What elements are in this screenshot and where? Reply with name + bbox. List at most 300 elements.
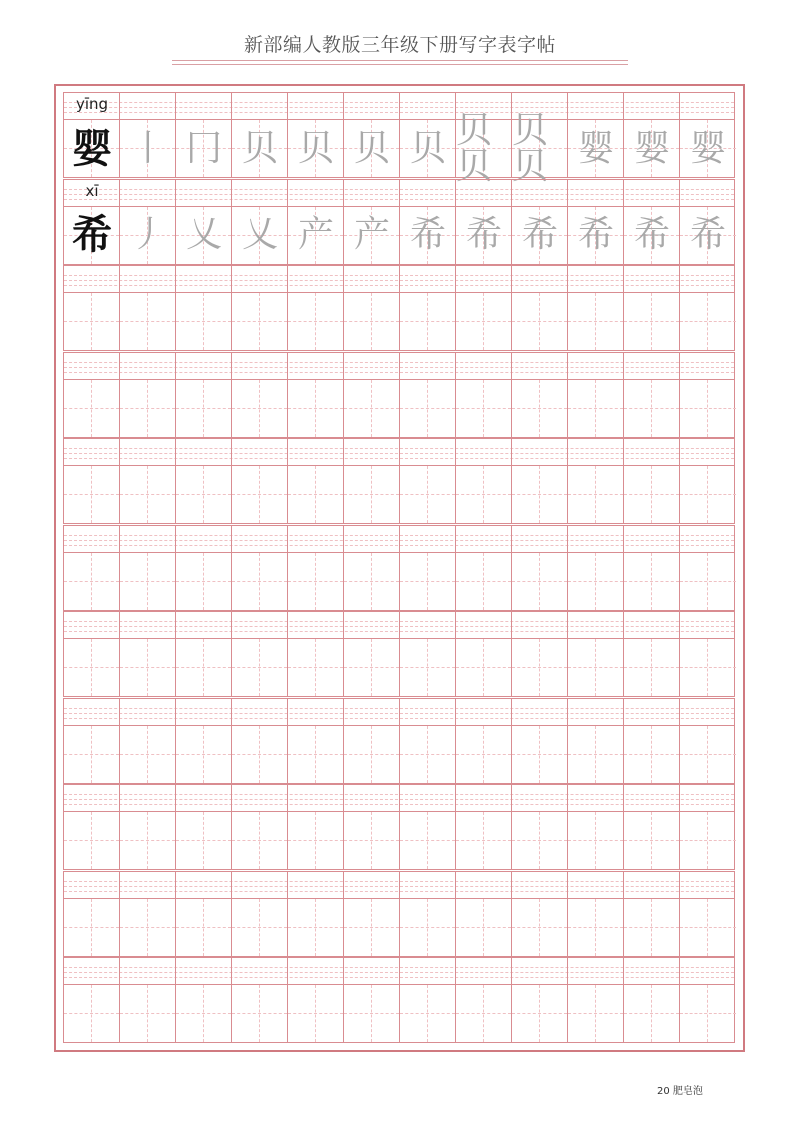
- pinyin-cell: [568, 872, 624, 900]
- cell-guide-horizontal: [344, 840, 399, 841]
- tian-zi-ge-cell[interactable]: [64, 120, 120, 177]
- tian-zi-ge-cell[interactable]: [288, 120, 344, 177]
- cell-guide-horizontal: [176, 927, 231, 928]
- pinyin-cell: [120, 353, 176, 381]
- tian-zi-ge-cell[interactable]: [176, 985, 232, 1042]
- tian-zi-ge-cell[interactable]: [176, 293, 232, 350]
- stroke-order-step: 希: [577, 214, 614, 255]
- tian-zi-ge-cell[interactable]: [680, 207, 736, 264]
- pinyin-cell: [232, 612, 288, 640]
- cell-guide-horizontal: [624, 494, 679, 495]
- tian-zi-ge-cell[interactable]: [400, 812, 456, 869]
- tian-zi-ge-cell[interactable]: [400, 553, 456, 610]
- cell-guide-horizontal: [344, 408, 399, 409]
- pinyin-cell: [64, 612, 120, 640]
- pinyin-cell: [624, 612, 680, 640]
- tian-zi-ge-cell[interactable]: [232, 639, 288, 696]
- pinyin-cell: [120, 785, 176, 813]
- cell-guide-horizontal: [232, 581, 287, 582]
- pinyin-cell: [120, 699, 176, 727]
- tian-zi-ge-cell[interactable]: [400, 466, 456, 523]
- tian-zi-ge-cell[interactable]: [680, 120, 736, 177]
- tian-zi-ge-cell[interactable]: [288, 639, 344, 696]
- tian-zi-ge-cell[interactable]: [288, 466, 344, 523]
- pinyin-cell: [400, 699, 456, 727]
- cell-guide-horizontal: [624, 927, 679, 928]
- cell-guide-horizontal: [624, 1013, 679, 1014]
- cell-guide-horizontal: [400, 840, 455, 841]
- tian-zi-ge-cell[interactable]: [64, 553, 120, 610]
- tian-zi-ge-cell[interactable]: [400, 639, 456, 696]
- tian-zi-ge-cell[interactable]: [288, 207, 344, 264]
- cell-guide-horizontal: [288, 1013, 343, 1014]
- tian-zi-ge-cell[interactable]: [288, 812, 344, 869]
- tian-zi-ge-cell[interactable]: [456, 466, 512, 523]
- stroke-order-step: 乂: [241, 214, 278, 255]
- tian-zi-ge-cell[interactable]: [456, 726, 512, 783]
- stroke-order-step: 希: [633, 214, 670, 255]
- pinyin-cell: [344, 958, 400, 986]
- tian-zi-ge-cell[interactable]: [568, 985, 624, 1042]
- tian-zi-ge-cell[interactable]: [64, 293, 120, 350]
- pinyin-cell: [176, 958, 232, 986]
- tian-zi-ge-cell[interactable]: [120, 466, 176, 523]
- tian-zi-ge-cell[interactable]: [456, 553, 512, 610]
- cell-guide-horizontal: [568, 927, 623, 928]
- tian-zi-ge-cell[interactable]: [400, 120, 456, 177]
- tian-zi-ge-cell[interactable]: [624, 812, 680, 869]
- tian-zi-ge-cell[interactable]: [512, 985, 568, 1042]
- tian-zi-ge-cell[interactable]: [680, 812, 736, 869]
- pinyin-cell: [624, 958, 680, 986]
- practice-row: [63, 179, 735, 266]
- practice-row: [63, 352, 735, 439]
- tian-zi-ge-cell[interactable]: [680, 293, 736, 350]
- tian-zi-ge-cell[interactable]: [624, 207, 680, 264]
- tian-zi-ge-cell[interactable]: [456, 380, 512, 437]
- character-band: [63, 812, 735, 870]
- tian-zi-ge-cell[interactable]: [456, 639, 512, 696]
- tian-zi-ge-cell[interactable]: [624, 899, 680, 956]
- pinyin-cell: [64, 526, 120, 554]
- tian-zi-ge-cell[interactable]: [232, 293, 288, 350]
- pinyin-cell: [456, 353, 512, 381]
- pinyin-cell: [512, 353, 568, 381]
- tian-zi-ge-cell[interactable]: [232, 553, 288, 610]
- tian-zi-ge-cell[interactable]: [344, 985, 400, 1042]
- tian-zi-ge-cell[interactable]: [344, 466, 400, 523]
- pinyin-cell: [344, 526, 400, 554]
- cell-guide-horizontal: [512, 581, 567, 582]
- cell-guide-horizontal: [512, 927, 567, 928]
- tian-zi-ge-cell[interactable]: [400, 293, 456, 350]
- cell-guide-horizontal: [232, 840, 287, 841]
- pinyin-cell: [232, 266, 288, 294]
- page-title: 新部编人教版三年级下册写字表字帖: [243, 34, 556, 56]
- cell-guide-horizontal: [232, 927, 287, 928]
- tian-zi-ge-cell[interactable]: [176, 120, 232, 177]
- tian-zi-ge-cell[interactable]: [120, 207, 176, 264]
- cell-guide-horizontal: [568, 754, 623, 755]
- tian-zi-ge-cell[interactable]: [176, 726, 232, 783]
- cell-guide-horizontal: [344, 581, 399, 582]
- tian-zi-ge-cell[interactable]: [288, 293, 344, 350]
- stroke-order-step: 贝: [241, 127, 278, 169]
- cell-guide-horizontal: [120, 840, 175, 841]
- pinyin-cell: [400, 785, 456, 813]
- pinyin-cell: [624, 93, 680, 121]
- tian-zi-ge-cell[interactable]: [120, 120, 176, 177]
- tian-zi-ge-cell[interactable]: [400, 985, 456, 1042]
- cell-guide-horizontal: [680, 840, 736, 841]
- tian-zi-ge-cell[interactable]: [456, 985, 512, 1042]
- pinyin-label: yīng: [75, 95, 109, 113]
- cell-guide-horizontal: [512, 840, 567, 841]
- tian-zi-ge-cell[interactable]: [120, 726, 176, 783]
- pinyin-cell: [288, 180, 344, 208]
- tian-zi-ge-cell[interactable]: [456, 293, 512, 350]
- tian-zi-ge-cell[interactable]: [624, 466, 680, 523]
- tian-zi-ge-cell[interactable]: [344, 553, 400, 610]
- tian-zi-ge-cell[interactable]: [120, 812, 176, 869]
- pinyin-cell: [64, 180, 120, 208]
- pinyin-cell: [288, 353, 344, 381]
- cell-guide-horizontal: [288, 581, 343, 582]
- tian-zi-ge-cell[interactable]: [568, 812, 624, 869]
- pinyin-cell: [624, 526, 680, 554]
- cell-guide-horizontal: [288, 927, 343, 928]
- tian-zi-ge-cell[interactable]: [568, 380, 624, 437]
- tian-zi-ge-cell[interactable]: [568, 466, 624, 523]
- tian-zi-ge-cell[interactable]: [568, 726, 624, 783]
- tian-zi-ge-cell[interactable]: [680, 466, 736, 523]
- tian-zi-ge-cell[interactable]: [176, 899, 232, 956]
- stroke-order-step: 贝贝: [512, 109, 549, 187]
- pinyin-cell: [64, 785, 120, 813]
- pinyin-cell: [680, 180, 736, 208]
- stroke-order-step: 贝: [353, 127, 390, 169]
- practice-row: [63, 611, 735, 698]
- tian-zi-ge-cell[interactable]: [680, 726, 736, 783]
- tian-zi-ge-cell[interactable]: [64, 812, 120, 869]
- cell-guide-horizontal: [624, 408, 679, 409]
- cell-guide-horizontal: [288, 321, 343, 322]
- cell-guide-horizontal: [288, 840, 343, 841]
- tian-zi-ge-cell[interactable]: [680, 380, 736, 437]
- tian-zi-ge-cell[interactable]: [680, 553, 736, 610]
- model-character: 婴: [72, 124, 112, 172]
- tian-zi-ge-cell[interactable]: [288, 553, 344, 610]
- pinyin-cell: [344, 872, 400, 900]
- cell-guide-horizontal: [344, 1013, 399, 1014]
- tian-zi-ge-cell[interactable]: [288, 726, 344, 783]
- pinyin-band: [63, 957, 735, 985]
- cell-guide-horizontal: [568, 1013, 623, 1014]
- character-band: [63, 899, 735, 957]
- pinyin-cell: [232, 353, 288, 381]
- cell-guide-horizontal: [176, 321, 231, 322]
- tian-zi-ge-cell[interactable]: [624, 120, 680, 177]
- pinyin-cell: [400, 872, 456, 900]
- tian-zi-ge-cell[interactable]: [344, 639, 400, 696]
- tian-zi-ge-cell[interactable]: [64, 207, 120, 264]
- tian-zi-ge-cell[interactable]: [176, 553, 232, 610]
- tian-zi-ge-cell[interactable]: [232, 207, 288, 264]
- tian-zi-ge-cell[interactable]: [176, 639, 232, 696]
- tian-zi-ge-cell[interactable]: [344, 120, 400, 177]
- practice-row: [63, 265, 735, 352]
- cell-guide-horizontal: [176, 494, 231, 495]
- tian-zi-ge-cell[interactable]: [568, 120, 624, 177]
- pinyin-cell: [568, 785, 624, 813]
- pinyin-cell: [120, 439, 176, 467]
- tian-zi-ge-cell[interactable]: [456, 207, 512, 264]
- tian-zi-ge-cell[interactable]: [64, 639, 120, 696]
- pinyin-cell: [232, 526, 288, 554]
- cell-guide-horizontal: [512, 321, 567, 322]
- pinyin-band: [63, 525, 735, 553]
- cell-guide-horizontal: [232, 408, 287, 409]
- tian-zi-ge-cell[interactable]: [232, 120, 288, 177]
- tian-zi-ge-cell[interactable]: [680, 639, 736, 696]
- tian-zi-ge-cell[interactable]: [400, 726, 456, 783]
- tian-zi-ge-cell[interactable]: [120, 553, 176, 610]
- pinyin-cell: [400, 958, 456, 986]
- tian-zi-ge-cell[interactable]: [456, 812, 512, 869]
- cell-guide-horizontal: [344, 667, 399, 668]
- pinyin-cell: [456, 612, 512, 640]
- cell-guide-horizontal: [456, 581, 511, 582]
- tian-zi-ge-cell[interactable]: [512, 380, 568, 437]
- tian-zi-ge-cell[interactable]: [624, 985, 680, 1042]
- tian-zi-ge-cell[interactable]: [512, 293, 568, 350]
- cell-guide-horizontal: [400, 581, 455, 582]
- tian-zi-ge-cell[interactable]: [512, 109, 568, 187]
- stroke-order-step: 婴: [577, 127, 614, 169]
- cell-guide-horizontal: [456, 321, 511, 322]
- tian-zi-ge-cell[interactable]: [512, 726, 568, 783]
- character-band: [63, 109, 735, 187]
- tian-zi-ge-cell[interactable]: [624, 639, 680, 696]
- tian-zi-ge-cell[interactable]: [568, 639, 624, 696]
- tian-zi-ge-cell[interactable]: [400, 899, 456, 956]
- pinyin-cell: [568, 526, 624, 554]
- tian-zi-ge-cell[interactable]: [64, 380, 120, 437]
- tian-zi-ge-cell[interactable]: [176, 466, 232, 523]
- pinyin-cell: [512, 699, 568, 727]
- tian-zi-ge-cell[interactable]: [568, 207, 624, 264]
- tian-zi-ge-cell[interactable]: [512, 553, 568, 610]
- tian-zi-ge-cell[interactable]: [344, 899, 400, 956]
- tian-zi-ge-cell[interactable]: [456, 899, 512, 956]
- tian-zi-ge-cell[interactable]: [120, 293, 176, 350]
- tian-zi-ge-cell[interactable]: [512, 639, 568, 696]
- pinyin-cell: [512, 958, 568, 986]
- cell-guide-horizontal: [680, 494, 736, 495]
- stroke-order-step: 丨: [129, 127, 166, 169]
- tian-zi-ge-cell[interactable]: [344, 380, 400, 437]
- cell-guide-horizontal: [64, 494, 119, 495]
- cell-guide-horizontal: [344, 494, 399, 495]
- cell-guide-horizontal: [232, 754, 287, 755]
- cell-guide-horizontal: [120, 581, 175, 582]
- tian-zi-ge-cell[interactable]: [512, 812, 568, 869]
- cell-guide-horizontal: [288, 754, 343, 755]
- tian-zi-ge-cell[interactable]: [680, 985, 736, 1042]
- pinyin-cell: [64, 872, 120, 900]
- tian-zi-ge-cell[interactable]: [624, 293, 680, 350]
- pinyin-cell: [64, 93, 120, 121]
- pinyin-cell: [176, 93, 232, 121]
- cell-guide-horizontal: [120, 754, 175, 755]
- tian-zi-ge-cell[interactable]: [344, 207, 400, 264]
- tian-zi-ge-cell[interactable]: [120, 639, 176, 696]
- cell-guide-horizontal: [512, 494, 567, 495]
- pinyin-cell: [288, 699, 344, 727]
- pinyin-cell: [120, 180, 176, 208]
- tian-zi-ge-cell[interactable]: [232, 812, 288, 869]
- tian-zi-ge-cell[interactable]: [456, 109, 512, 187]
- pinyin-cell: [120, 612, 176, 640]
- practice-row: [63, 438, 735, 525]
- tian-zi-ge-cell[interactable]: [400, 380, 456, 437]
- tian-zi-ge-cell[interactable]: [624, 726, 680, 783]
- pinyin-cell: [176, 439, 232, 467]
- pinyin-cell: [344, 785, 400, 813]
- pinyin-cell: [344, 180, 400, 208]
- tian-zi-ge-cell[interactable]: [176, 812, 232, 869]
- tian-zi-ge-cell[interactable]: [232, 380, 288, 437]
- cell-guide-horizontal: [176, 754, 231, 755]
- tian-zi-ge-cell[interactable]: [624, 380, 680, 437]
- pinyin-cell: [176, 353, 232, 381]
- pinyin-cell: [232, 958, 288, 986]
- pinyin-cell: [624, 439, 680, 467]
- cell-guide-horizontal: [232, 321, 287, 322]
- pinyin-cell: [624, 872, 680, 900]
- tian-zi-ge-cell[interactable]: [232, 985, 288, 1042]
- cell-guide-horizontal: [456, 1013, 511, 1014]
- stroke-order-step: 希: [521, 214, 558, 255]
- stroke-order-step: 产: [353, 214, 390, 255]
- tian-zi-ge-cell[interactable]: [176, 207, 232, 264]
- tian-zi-ge-cell[interactable]: [344, 812, 400, 869]
- tian-zi-ge-cell[interactable]: [344, 726, 400, 783]
- cell-guide-horizontal: [456, 840, 511, 841]
- pinyin-band: [63, 611, 735, 639]
- cell-guide-horizontal: [512, 408, 567, 409]
- tian-zi-ge-cell[interactable]: [120, 899, 176, 956]
- pinyin-cell: [680, 93, 736, 121]
- cell-guide-horizontal: [680, 754, 736, 755]
- tian-zi-ge-cell[interactable]: [624, 553, 680, 610]
- cell-guide-horizontal: [568, 581, 623, 582]
- tian-zi-ge-cell[interactable]: [64, 899, 120, 956]
- pinyin-band: [63, 352, 735, 380]
- pinyin-cell: [288, 93, 344, 121]
- tian-zi-ge-cell[interactable]: [568, 899, 624, 956]
- tian-zi-ge-cell[interactable]: [512, 899, 568, 956]
- cell-guide-horizontal: [456, 754, 511, 755]
- stroke-order-step: 婴: [633, 127, 670, 169]
- stroke-order-step: 贝: [297, 127, 334, 169]
- pinyin-cell: [64, 353, 120, 381]
- cell-guide-horizontal: [344, 927, 399, 928]
- pinyin-cell: [176, 699, 232, 727]
- stroke-order-step: 贝贝: [456, 109, 493, 187]
- pinyin-cell: [568, 439, 624, 467]
- tian-zi-ge-cell[interactable]: [120, 380, 176, 437]
- pinyin-cell: [680, 958, 736, 986]
- tian-zi-ge-cell[interactable]: [232, 466, 288, 523]
- cell-guide-horizontal: [400, 408, 455, 409]
- pinyin-band: [63, 179, 735, 207]
- cell-guide-horizontal: [232, 494, 287, 495]
- tian-zi-ge-cell[interactable]: [344, 293, 400, 350]
- cell-guide-horizontal: [120, 408, 175, 409]
- pinyin-cell: [400, 180, 456, 208]
- cell-guide-horizontal: [512, 667, 567, 668]
- pinyin-cell: [176, 180, 232, 208]
- tian-zi-ge-cell[interactable]: [64, 466, 120, 523]
- tian-zi-ge-cell[interactable]: [120, 985, 176, 1042]
- cell-guide-horizontal: [568, 321, 623, 322]
- pinyin-cell: [456, 872, 512, 900]
- pinyin-cell: [624, 266, 680, 294]
- tian-zi-ge-cell[interactable]: [680, 899, 736, 956]
- cell-guide-horizontal: [176, 667, 231, 668]
- pinyin-cell: [456, 180, 512, 208]
- tian-zi-ge-cell[interactable]: [288, 899, 344, 956]
- pinyin-cell: [456, 526, 512, 554]
- cell-guide-horizontal: [680, 927, 736, 928]
- tian-zi-ge-cell[interactable]: [512, 466, 568, 523]
- tian-zi-ge-cell[interactable]: [64, 726, 120, 783]
- tian-zi-ge-cell[interactable]: [400, 207, 456, 264]
- tian-zi-ge-cell[interactable]: [176, 380, 232, 437]
- pinyin-cell: [456, 266, 512, 294]
- pinyin-cell: [344, 439, 400, 467]
- cell-guide-horizontal: [400, 667, 455, 668]
- cell-guide-horizontal: [64, 840, 119, 841]
- tian-zi-ge-cell[interactable]: [568, 553, 624, 610]
- pinyin-cell: [344, 699, 400, 727]
- tian-zi-ge-cell[interactable]: [568, 293, 624, 350]
- pinyin-cell: [344, 612, 400, 640]
- cell-guide-horizontal: [232, 1013, 287, 1014]
- cell-guide-horizontal: [680, 408, 736, 409]
- cell-guide-horizontal: [456, 408, 511, 409]
- cell-guide-horizontal: [512, 754, 567, 755]
- cell-guide-horizontal: [680, 1013, 736, 1014]
- tian-zi-ge-cell[interactable]: [288, 380, 344, 437]
- tian-zi-ge-cell[interactable]: [232, 726, 288, 783]
- tian-zi-ge-cell[interactable]: [512, 207, 568, 264]
- pinyin-cell: [344, 353, 400, 381]
- cell-guide-horizontal: [176, 840, 231, 841]
- cell-guide-horizontal: [120, 494, 175, 495]
- tian-zi-ge-cell[interactable]: [64, 985, 120, 1042]
- stroke-order-step: 贝: [409, 127, 446, 169]
- pinyin-band: [63, 698, 735, 726]
- tian-zi-ge-cell[interactable]: [288, 985, 344, 1042]
- pinyin-cell: [400, 612, 456, 640]
- cell-guide-horizontal: [120, 321, 175, 322]
- pinyin-band: [63, 784, 735, 812]
- tian-zi-ge-cell[interactable]: [232, 899, 288, 956]
- pinyin-cell: [400, 526, 456, 554]
- pinyin-cell: [120, 872, 176, 900]
